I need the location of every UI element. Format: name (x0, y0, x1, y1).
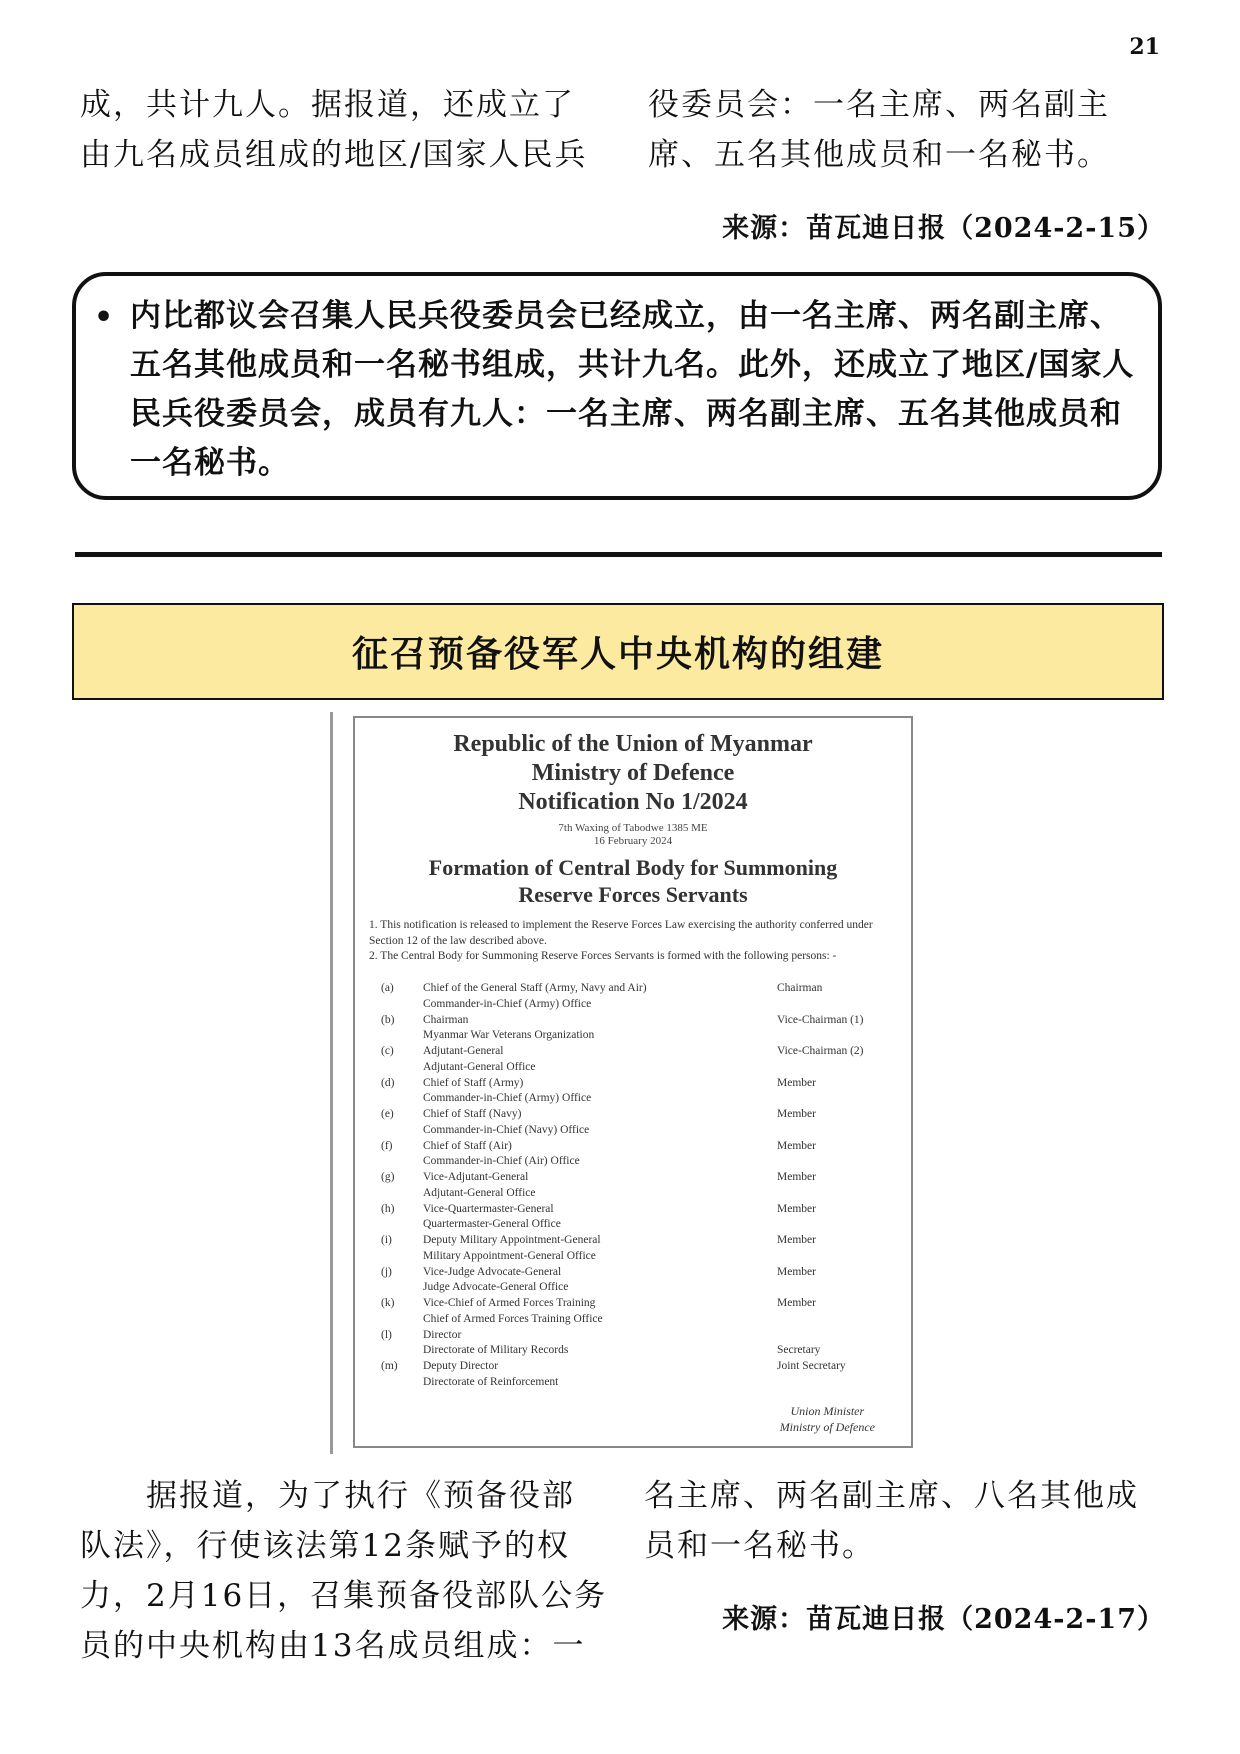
section-banner (72, 603, 1164, 700)
member-row (381, 1265, 911, 1297)
notification-para-2: 2. The Central Body for Summoning Reserve Forces Servants is formed with the following persons: - (369, 950, 837, 962)
bottom-right-column: 名主席、两名副主席、八名其他成 员和一名秘书。 (644, 1478, 1139, 1564)
member-role: Member (777, 1139, 816, 1152)
member-letter: (k) (381, 1297, 395, 1309)
page-number: 21 (1129, 34, 1160, 60)
notification-date: 16 February 2024 (593, 835, 673, 847)
notification-header-line: Notification No 1/2024 (518, 789, 748, 815)
member-position: Deputy Director Directorate of Reinforcement (423, 1360, 559, 1388)
member-row (381, 1107, 911, 1139)
member-letter: (m) (381, 1360, 398, 1372)
top-source: 来源：苗瓦迪日报（2024-2-15） (722, 213, 1165, 244)
member-position: Director Directorate of Military Records (423, 1328, 569, 1356)
member-role: Member (777, 1108, 816, 1120)
member-row (381, 981, 911, 1013)
member-position: Adjutant-General Adjutant-General Office (423, 1045, 536, 1073)
member-letter: (i) (381, 1234, 392, 1246)
member-position: Vice-Judge Advocate-General Judge Advocate-General Office (423, 1265, 569, 1293)
member-role: Secretary (777, 1344, 821, 1356)
member-role: Vice-Chairman (1) (777, 1013, 864, 1026)
member-role: Vice-Chairman (2) (777, 1045, 864, 1057)
summary-text: 内比都议会召集人民兵役委员会已经成立，由一名主席、两名副主席、五名其他成员和一名秘书组成，共计九名。此外，还成立了地区/国家人民兵役委员会，成员有九人：一名主席、两名副主席、五名其他成员和一名秘书。 (130, 298, 1135, 481)
notification-title-line: Formation of Central Body for Summoning (428, 855, 838, 880)
member-position: Chief of Staff (Army) Commander-in-Chief (Army) Office (423, 1076, 592, 1104)
member-row (381, 1076, 911, 1108)
notification-header-line: Republic of the Union of Myanmar (453, 731, 813, 757)
member-letter: (f) (381, 1139, 393, 1152)
summary-box (72, 272, 1162, 500)
member-letter: (l) (381, 1328, 392, 1341)
bullet-icon: • (94, 300, 114, 335)
bottom-left-column: 据报道，为了执行《预备役部 队法》，行使该法第12条赋予的权 力，2月16日，召集预备役部队公务 员的中央机构由13名成员组成：一 (80, 1478, 608, 1664)
section-divider (75, 552, 1162, 557)
member-role: Member (777, 1297, 816, 1309)
bottom-source: 来源：苗瓦迪日报（2024-2-17） (722, 1604, 1165, 1635)
member-letter: (h) (381, 1202, 395, 1215)
signature-line: Union Minister (790, 1404, 865, 1418)
top-left-column: 成，共计九人。据报道，还成立了 由九名成员组成的地区/国家人民兵 (80, 87, 588, 173)
member-row (381, 1328, 911, 1360)
notification-frame (353, 716, 913, 1448)
member-role: Joint Secretary (777, 1360, 846, 1372)
member-letter: (d) (381, 1076, 395, 1089)
member-position: Deputy Military Appointment-General Military Appointment-General Office (423, 1234, 601, 1262)
member-row (381, 1044, 911, 1076)
member-position: Chief of Staff (Air) Commander-in-Chief (Air) Office (423, 1139, 580, 1167)
member-position: Vice-Chief of Armed Forces Training Chief of Armed Forces Training Office (423, 1297, 603, 1325)
member-letter: (g) (381, 1171, 395, 1183)
member-role: Chairman (777, 982, 823, 994)
member-letter: (e) (381, 1108, 394, 1120)
notification-image (330, 712, 914, 1454)
member-letter: (a) (381, 982, 394, 994)
member-row (381, 1296, 911, 1328)
member-position: Vice-Adjutant-General Adjutant-General Office (423, 1171, 536, 1199)
member-letter: (j) (381, 1265, 392, 1278)
member-row (381, 1202, 911, 1234)
top-right-column: 役委员会：一名主席、两名副主 席、五名其他成员和一名秘书。 (648, 87, 1110, 173)
member-position: Vice-Quartermaster-General Quartermaster-General Office (423, 1202, 561, 1230)
member-role: Member (777, 1234, 816, 1246)
member-position: Chief of Staff (Navy) Commander-in-Chief (Navy) Office (423, 1108, 590, 1136)
notification-para-1: 1. This notification is released to implement the Reserve Forces Law exercising the authority conferred under Section 12 of the law described above. (369, 919, 873, 947)
member-row (381, 1013, 911, 1045)
member-list (381, 981, 911, 1388)
section-title: 征召预备役军人中央机构的组建 (351, 633, 884, 675)
member-role: Member (777, 1202, 816, 1215)
member-position: Chief of the General Staff (Army, Navy and Air) Commander-in-Chief (Army) Office (423, 982, 647, 1010)
member-role: Member (777, 1076, 816, 1089)
member-row (381, 1170, 911, 1202)
member-letter: (b) (381, 1013, 395, 1026)
notification-header-line: Ministry of Defence (531, 760, 735, 786)
member-role: Member (777, 1265, 816, 1278)
signature-block (780, 1403, 875, 1435)
member-row (381, 1359, 911, 1391)
signature-line: Ministry of Defence (779, 1420, 875, 1434)
notification-title-line: Reserve Forces Servants (518, 882, 748, 907)
member-position: Chairman Myanmar War Veterans Organization (423, 1013, 595, 1041)
notification-date: 7th Waxing of Tabodwe 1385 ME (558, 822, 708, 834)
member-letter: (c) (381, 1045, 394, 1057)
member-row (381, 1233, 911, 1265)
member-row (381, 1139, 911, 1171)
member-role: Member (777, 1171, 816, 1183)
